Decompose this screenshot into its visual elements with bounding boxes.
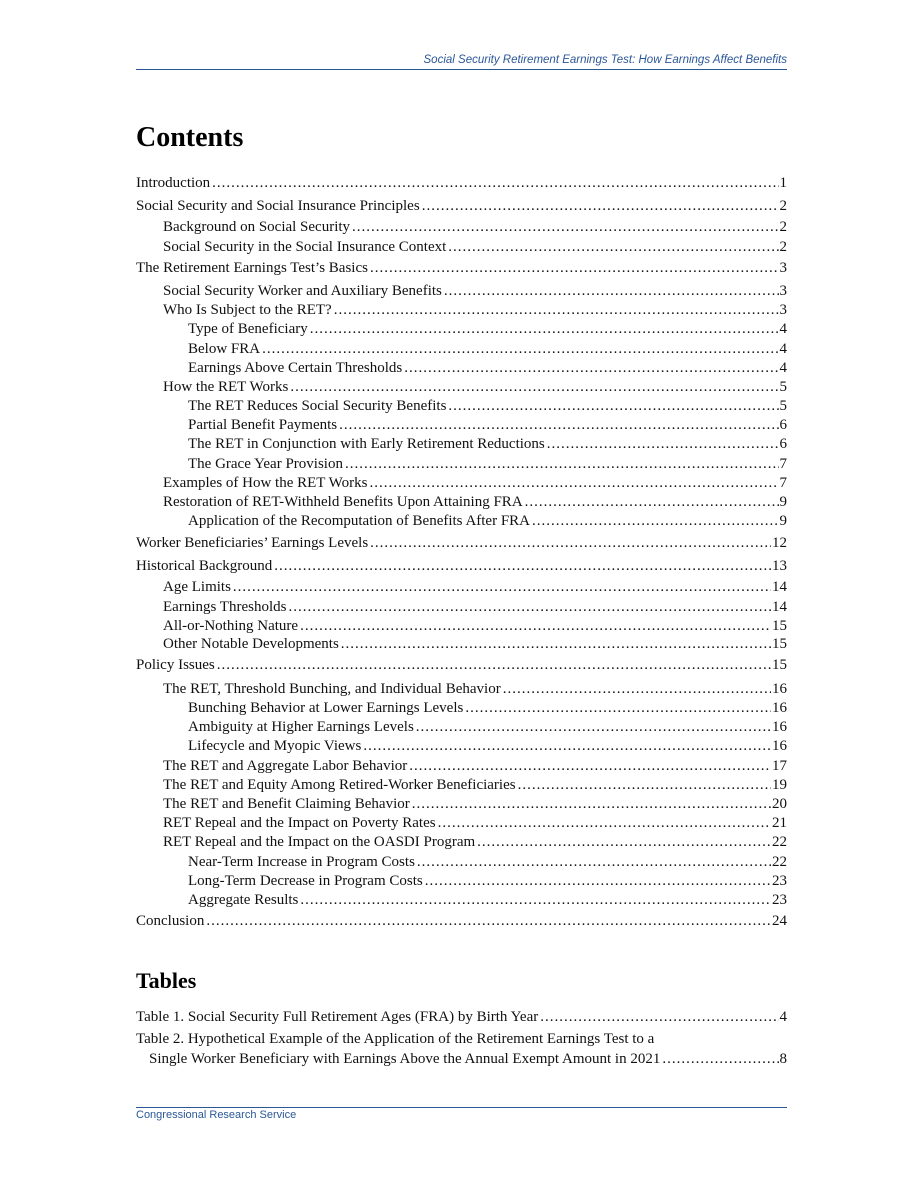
toc-label: Earnings Above Certain Thresholds: [188, 360, 403, 376]
toc-page-number: 13: [772, 558, 787, 574]
toc-entry-oasdi-program[interactable]: [163, 833, 787, 852]
toc-label: Near-Term Increase in Program Costs: [188, 854, 415, 870]
toc-entry-social-insurance-context[interactable]: [163, 238, 787, 257]
toc-page-number: 23: [772, 892, 787, 908]
toc-label: The RET and Equity Among Retired-Worker Beneficiaries: [163, 777, 516, 793]
toc-label: The Retirement Earnings Test’s Basics: [136, 260, 368, 276]
toc-page-number: 4: [779, 321, 787, 337]
toc-label: The RET and Benefit Claiming Behavior: [163, 796, 410, 812]
toc-entry-policy-issues[interactable]: [136, 656, 787, 675]
toc-entry-all-or-nothing[interactable]: [163, 617, 787, 636]
toc-entry-bunching-lower[interactable]: [188, 699, 787, 718]
toc-page-number: 6: [779, 417, 787, 433]
toc-page-number: 5: [779, 398, 787, 414]
toc-entry-ret-reduces-benefits[interactable]: [188, 397, 787, 416]
toc-label: Application of the Recomputation of Benefits After FRA: [188, 513, 531, 529]
toc-label: Other Notable Developments: [163, 636, 339, 652]
toc-page-number: 16: [772, 738, 787, 754]
table-list-entry-2-line-1[interactable]: Table 2. Hypothetical Example of the Application of the Retirement Earnings Test to a: [136, 1031, 655, 1047]
toc-label: Restoration of RET-Withheld Benefits Upon Attaining FRA: [163, 494, 523, 510]
toc-entry-worker-auxiliary-benefits[interactable]: [163, 282, 787, 301]
toc-page-number: 3: [779, 283, 787, 299]
table-list-entry-2-line-2[interactable]: [149, 1050, 787, 1069]
toc-entry-lifecycle-myopic[interactable]: [188, 737, 787, 756]
toc-entry-earnings-above-thresholds[interactable]: [188, 359, 787, 378]
toc-page-number: 6: [779, 436, 787, 452]
toc-page-number: 1: [779, 175, 787, 191]
toc-entry-introduction[interactable]: [136, 174, 787, 193]
contents-heading: Contents: [136, 122, 244, 153]
toc-page-number: 22: [772, 854, 787, 870]
toc-page-number: 2: [779, 198, 787, 214]
toc-page-number: 15: [772, 618, 787, 634]
toc-page-number: 9: [779, 513, 787, 529]
toc-entry-threshold-bunching[interactable]: [163, 680, 787, 699]
toc-page-number: 7: [779, 456, 787, 472]
table-list-entry-1[interactable]: [136, 1008, 787, 1027]
toc-label: Who Is Subject to the RET?: [163, 302, 332, 318]
toc-label: Social Security and Social Insurance Principles: [136, 198, 420, 214]
toc-entry-other-developments[interactable]: [163, 635, 787, 654]
toc-label: Examples of How the RET Works: [163, 475, 368, 491]
header-rule: [136, 69, 787, 70]
toc-entry-claiming-behavior[interactable]: [163, 795, 787, 814]
toc-label: Introduction: [136, 175, 211, 191]
toc-page-number: 19: [772, 777, 787, 793]
toc-page-number: 4: [779, 341, 787, 357]
toc-entry-aggregate-labor[interactable]: [163, 757, 787, 776]
toc-page-number: 14: [772, 599, 787, 615]
toc-page-number: 2: [779, 239, 787, 255]
toc-label: The RET Reduces Social Security Benefits: [188, 398, 447, 414]
toc-page-number: 9: [779, 494, 787, 510]
toc-entry-who-is-subject[interactable]: [163, 301, 787, 320]
footer-source: Congressional Research Service: [136, 1109, 297, 1121]
toc-page-number: 3: [779, 260, 787, 276]
toc-label: RET Repeal and the Impact on the OASDI Program: [163, 834, 476, 850]
toc-label: RET Repeal and the Impact on Poverty Rates: [163, 815, 436, 831]
toc-label: Long-Term Decrease in Program Costs: [188, 873, 423, 889]
toc-page-number: 23: [772, 873, 787, 889]
toc-entry-type-of-beneficiary[interactable]: [188, 320, 787, 339]
toc-page-number: 4: [779, 360, 787, 376]
toc-page-number: 22: [772, 834, 787, 850]
toc-entry-aggregate-results[interactable]: [188, 891, 787, 910]
toc-label: Lifecycle and Myopic Views: [188, 738, 362, 754]
toc-page-number: 16: [772, 681, 787, 697]
toc-entry-partial-benefit-payments[interactable]: [188, 416, 787, 435]
toc-entry-historical-background[interactable]: [136, 557, 787, 576]
toc-entry-how-ret-works[interactable]: [163, 378, 787, 397]
toc-entry-poverty-rates[interactable]: [163, 814, 787, 833]
table-entry-page-number: 8: [779, 1051, 787, 1067]
toc-entry-long-term-decrease[interactable]: [188, 872, 787, 891]
toc-label: Conclusion: [136, 913, 205, 929]
toc-page-number: 7: [779, 475, 787, 491]
toc-label: Aggregate Results: [188, 892, 299, 908]
toc-label: Bunching Behavior at Lower Earnings Levels: [188, 700, 464, 716]
toc-label: Ambiguity at Higher Earnings Levels: [188, 719, 414, 735]
toc-label: The RET, Threshold Bunching, and Individual Behavior: [163, 681, 501, 697]
toc-label: The RET in Conjunction with Early Retirement Reductions: [188, 436, 545, 452]
toc-label: Worker Beneficiaries’ Earnings Levels: [136, 535, 369, 551]
toc-entry-ret-early-retirement[interactable]: [188, 435, 787, 454]
toc-label: Age Limits: [163, 579, 231, 595]
toc-entry-background[interactable]: [163, 218, 787, 237]
toc-page-number: 21: [772, 815, 787, 831]
toc-label: Background on Social Security: [163, 219, 351, 235]
running-header: Social Security Retirement Earnings Test: How Earnings Affect Benefits: [423, 54, 787, 66]
toc-entry-earnings-levels[interactable]: [136, 534, 787, 553]
toc-page-number: 16: [772, 719, 787, 735]
table-entry-label: Table 1. Social Security Full Retirement Ages (FRA) by Birth Year: [136, 1009, 539, 1025]
toc-label: Type of Beneficiary: [188, 321, 308, 337]
toc-page-number: 24: [772, 913, 787, 929]
toc-page-number: 20: [772, 796, 787, 812]
toc-label: Social Security Worker and Auxiliary Benefits: [163, 283, 442, 299]
toc-entry-ret-basics[interactable]: [136, 259, 787, 278]
toc-page-number: 15: [772, 636, 787, 652]
toc-entry-conclusion[interactable]: [136, 912, 787, 931]
toc-entry-equity[interactable]: [163, 776, 787, 795]
toc-page-number: 17: [772, 758, 787, 774]
toc-label: Earnings Thresholds: [163, 599, 287, 615]
toc-page-number: 2: [779, 219, 787, 235]
toc-entry-below-fra[interactable]: [188, 340, 787, 359]
table-entry-page-number: 4: [779, 1009, 787, 1025]
footer-rule: [136, 1107, 787, 1108]
toc-page-number: 12: [772, 535, 787, 551]
toc-page-number: 14: [772, 579, 787, 595]
toc-label: The Grace Year Provision: [188, 456, 343, 472]
toc-entry-near-term-increase[interactable]: [188, 853, 787, 872]
toc-entry-earnings-thresholds[interactable]: [163, 598, 787, 617]
toc-entry-age-limits[interactable]: [163, 578, 787, 597]
tables-heading: Tables: [136, 968, 197, 993]
toc-entry-restoration[interactable]: [163, 493, 787, 512]
toc-label: Social Security in the Social Insurance Context: [163, 239, 447, 255]
toc-entry-grace-year[interactable]: [188, 455, 787, 474]
toc-entry-recomputation[interactable]: [188, 512, 787, 531]
toc-label: All-or-Nothing Nature: [163, 618, 299, 634]
toc-entry-examples[interactable]: [163, 474, 787, 493]
toc-page-number: 5: [779, 379, 787, 395]
toc-label: The RET and Aggregate Labor Behavior: [163, 758, 408, 774]
table-entry-label: Single Worker Beneficiary with Earnings Above the Annual Exempt Amount in 2021: [149, 1051, 661, 1067]
toc-label: Below FRA: [188, 341, 261, 357]
toc-label: How the RET Works: [163, 379, 289, 395]
toc-label: Historical Background: [136, 558, 273, 574]
toc-label: Partial Benefit Payments: [188, 417, 338, 433]
toc-entry-ambiguity-higher[interactable]: [188, 718, 787, 737]
toc-entry-social-security-principles[interactable]: [136, 197, 787, 216]
toc-page-number: 16: [772, 700, 787, 716]
toc-label: Policy Issues: [136, 657, 215, 673]
toc-page-number: 3: [779, 302, 787, 318]
toc-page-number: 15: [772, 657, 787, 673]
